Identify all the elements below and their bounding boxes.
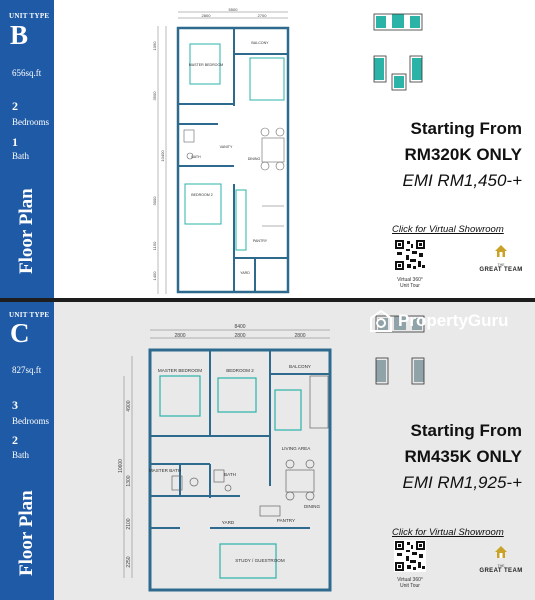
starting-from: Starting From: [410, 421, 522, 440]
unit-b-card: [0, 0, 535, 298]
bath-count: 2: [12, 433, 18, 447]
unit-letter: B: [10, 20, 29, 50]
unit-c-card: [0, 302, 535, 600]
dim-w3: 2800: [294, 333, 306, 339]
room-vanity: VANITY: [219, 145, 233, 149]
bath-label: Bath: [12, 151, 29, 161]
dim-left-1: 10600: [118, 459, 124, 473]
floor-plan-label: Floor Plan: [16, 188, 37, 274]
price: RM435K ONLY: [404, 447, 522, 466]
qr-code[interactable]: [394, 239, 426, 271]
starting-from: Starting From: [410, 119, 522, 138]
bedrooms-label: Bedrooms: [12, 416, 49, 426]
qr-caption: Virtual 360° Unit Tour: [397, 577, 423, 589]
price: RM320K ONLY: [404, 145, 522, 164]
price-block-b: [402, 116, 522, 194]
dim-total: 8400: [234, 324, 246, 330]
dim-left-0: 1090: [152, 41, 157, 51]
watermark-text: PropertyGuru: [398, 311, 509, 330]
bath-label: Bath: [12, 450, 29, 460]
great-team-logo: THE GREAT TEAM: [478, 545, 524, 574]
bedrooms-count: 2: [12, 99, 18, 113]
unit-size: 827sq.ft: [12, 365, 42, 375]
dim-left-3: 2100: [126, 518, 132, 530]
propertyguru-watermark: [370, 310, 509, 332]
dim-left-5: 1400: [152, 271, 157, 281]
room-yard: YARD: [221, 520, 235, 525]
dim-w2: 2800: [234, 333, 246, 339]
room-master: MASTER BEDROOM: [188, 63, 224, 67]
dim-left-2: 10400: [160, 150, 165, 162]
dim-w2: 2700: [257, 13, 267, 18]
dim-left-4: 2250: [126, 556, 132, 568]
unit-letter: C: [10, 318, 30, 348]
room-dining: DINING: [247, 157, 261, 161]
emi: EMI RM1,450-+: [402, 171, 522, 190]
room-master: MASTER BEDROOM: [157, 368, 203, 373]
room-balcony: BALCONY: [251, 41, 269, 45]
unit-c-sidebar: [0, 302, 54, 600]
house-icon: [494, 545, 508, 559]
bedrooms-count: 3: [12, 398, 18, 412]
dim-total: 5500: [228, 7, 238, 12]
emi: EMI RM1,925-+: [402, 473, 522, 492]
key-plan-b: [372, 10, 436, 102]
house-icon: [494, 244, 508, 258]
room-dining: DINING: [303, 504, 321, 509]
dim-w1: 2800: [201, 13, 211, 18]
dim-left-1: 3500: [152, 91, 157, 101]
unit-b-sidebar: [0, 0, 54, 298]
room-pantry: PANTRY: [276, 518, 296, 523]
room-yard: YARD: [240, 271, 250, 275]
room-pantry: PANTRY: [252, 239, 268, 243]
unit-size: 656sq.ft: [12, 68, 42, 78]
price-block-c: [402, 418, 522, 496]
dim-left-4: 1150: [152, 241, 157, 251]
propertyguru-logo-icon: [370, 310, 392, 332]
room-bath: BATH: [224, 472, 236, 477]
virtual-showroom-link[interactable]: Click for Virtual Showroom: [392, 527, 504, 538]
dim-left-0: 4900: [126, 400, 132, 412]
unit-type-label: UNIT TYPE: [9, 311, 50, 319]
floor-plan-b: [150, 6, 310, 296]
dim-left-2: 1300: [126, 475, 132, 487]
room-balcony: BALCONY: [289, 364, 311, 369]
unit-type-label: UNIT TYPE: [9, 12, 50, 20]
floor-plan-label: Floor Plan: [16, 490, 37, 576]
dim-left-3: 3000: [152, 196, 157, 206]
room-bedroom2: BEDROOM 2: [191, 193, 213, 197]
bedrooms-label: Bedrooms: [12, 117, 49, 127]
dim-w1: 2800: [174, 333, 186, 339]
bath-count: 1: [12, 135, 18, 149]
qr-caption: Virtual 360° Unit Tour: [397, 277, 423, 289]
room-bedroom2: BEDROOM 2: [226, 368, 254, 373]
floor-plan-c: [110, 316, 340, 598]
great-team-logo: THE GREAT TEAM: [478, 244, 524, 273]
virtual-showroom-link[interactable]: Click for Virtual Showroom: [392, 224, 504, 235]
room-living: LIVING AREA: [281, 446, 311, 451]
room-master-bath: MASTER BATH: [148, 468, 182, 473]
qr-code[interactable]: [394, 540, 426, 572]
room-bath: BATH: [191, 155, 201, 159]
room-study: STUDY / GUESTROOM: [235, 558, 285, 563]
